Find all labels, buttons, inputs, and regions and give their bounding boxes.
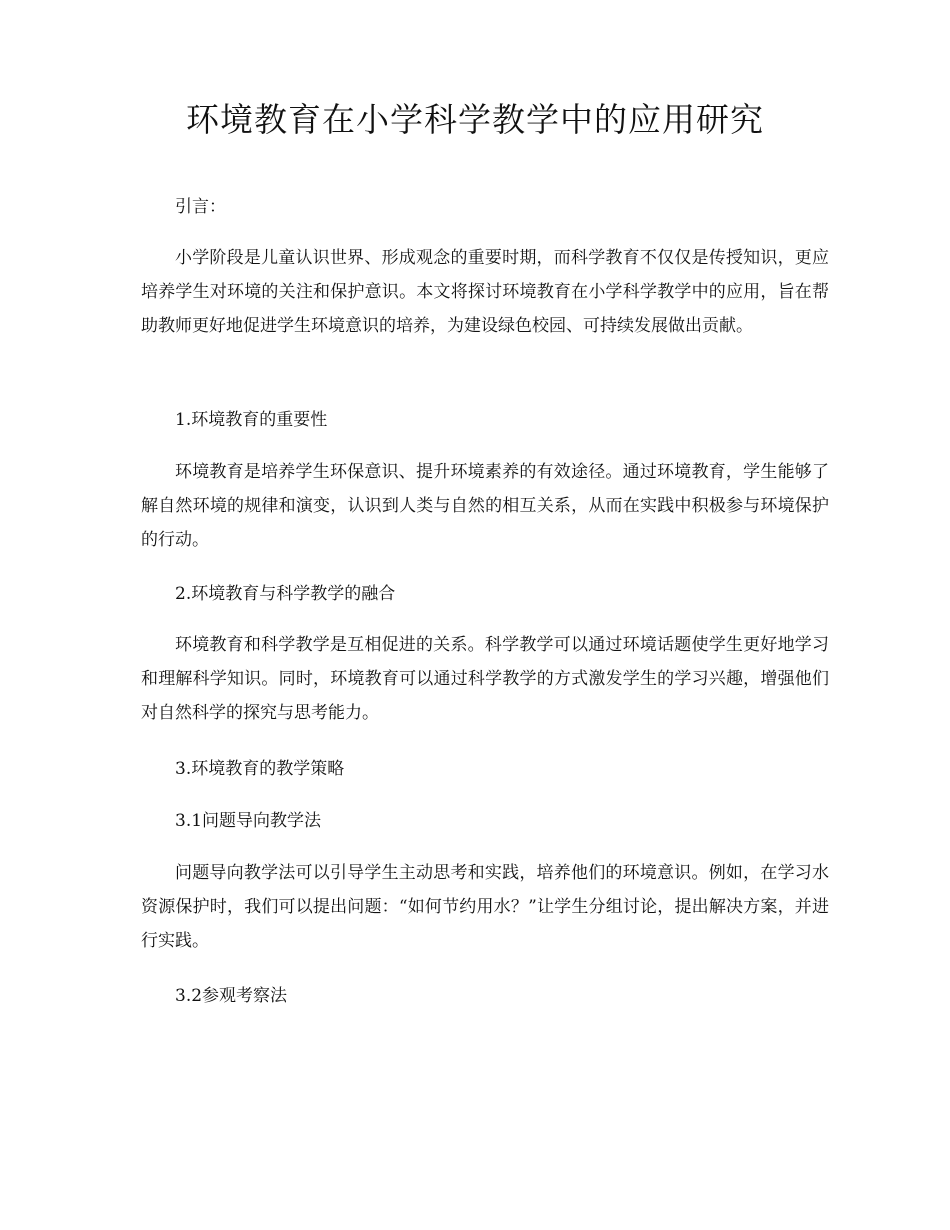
paragraph-section-3-1: 问题导向教学法可以引导学生主动思考和实践，培养他们的环境意识。例如，在学习水资源保护时，我们可以提出问题：“如何节约用水？”让学生分组讨论，提出解决方案，并进行实践。 xyxy=(141,863,829,951)
section-heading-intro: 引言： xyxy=(175,197,226,217)
section-heading-2: 2.环境教育与科学教学的融合 xyxy=(175,584,396,604)
subsection-heading-3-2: 3.2参观考察法 xyxy=(175,986,288,1006)
subsection-heading-3-1: 3.1问题导向教学法 xyxy=(175,811,322,831)
paragraph-section-1: 环境教育是培养学生环保意识、提升环境素养的有效途径。通过环境教育，学生能够了解自然环境的规律和演变，认识到人类与自然的相互关系，从而在实践中积极参与环境保护的行动。 xyxy=(141,462,829,550)
paragraph-section-2: 环境教育和科学教学是互相促进的关系。科学教学可以通过环境话题使学生更好地学习和理解科学知识。同时，环境教育可以通过科学教学的方式激发学生的学习兴趣，增强他们对自然科学的探究与思考能力。 xyxy=(141,635,829,723)
paragraph-intro: 小学阶段是儿童认识世界、形成观念的重要时期，而科学教育不仅仅是传授知识，更应培养学生对环境的关注和保护意识。本文将探讨环境教育在小学科学教学中的应用，旨在帮助教师更好地促进学生环境意识的培养，为建设绿色校园、可持续发展做出贡献。 xyxy=(141,248,829,336)
page-title: 环境教育在小学科学教学中的应用研究 xyxy=(186,100,764,139)
section-heading-1: 1.环境教育的重要性 xyxy=(175,410,328,430)
section-heading-3: 3.环境教育的教学策略 xyxy=(175,759,345,779)
